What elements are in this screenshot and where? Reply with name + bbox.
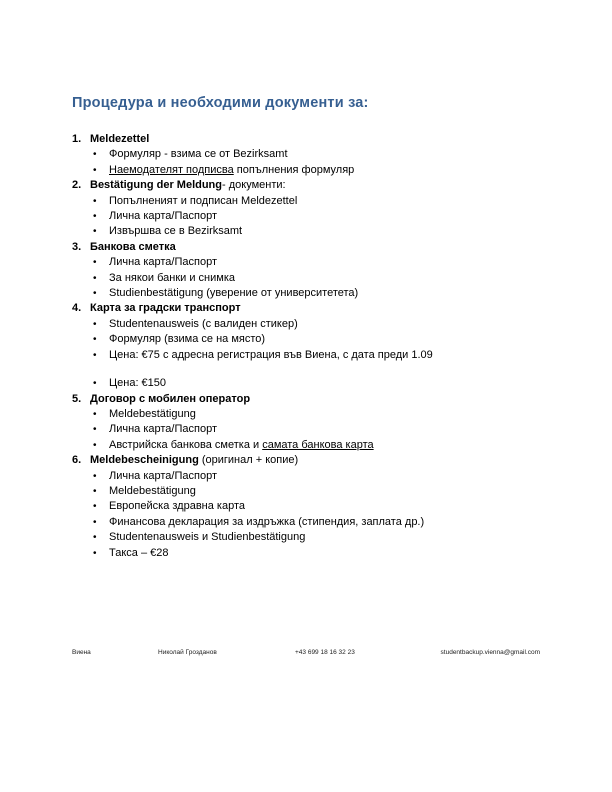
bullet-icon: • <box>93 334 97 346</box>
text-run: Такса – €28 <box>109 546 169 559</box>
bullet-text <box>109 317 542 332</box>
text-run: Цена: €75 с адресна регистрация във Виена, с дата преди 1.09 <box>109 348 433 361</box>
text-run: Попълненият и подписан Meldezettel <box>109 194 298 207</box>
bullet-item <box>72 348 542 363</box>
bullet-icon: • <box>93 318 97 330</box>
section-heading <box>72 392 542 407</box>
bullet-icon: • <box>93 164 97 176</box>
bullet-text <box>109 332 542 347</box>
footer-email: studentbackup.vienna@gmail.com <box>440 649 540 656</box>
document-title: Процедура и необходими документи за: <box>72 95 369 111</box>
bullet-text <box>109 407 542 422</box>
text-run: Договор с мобилен оператор <box>90 392 251 405</box>
bullet-text <box>109 224 542 239</box>
text-run: Финансова декларация за издръжка (стипендия, заплата др.) <box>109 515 425 528</box>
text-run: Лична карта/Паспорт <box>109 210 217 223</box>
section-number: 6. <box>72 454 82 467</box>
bullet-item <box>72 317 542 332</box>
text-run: Studentenausweis и Studienbestätigung <box>109 531 306 544</box>
footer-phone: +43 699 18 16 32 23 <box>295 649 355 656</box>
bullet-icon: • <box>93 226 97 238</box>
text-run: Studienbestätigung (уверение от университетета) <box>109 287 359 300</box>
bullet-text <box>109 376 542 391</box>
section-title <box>90 301 542 316</box>
document-list <box>72 132 542 561</box>
bullet-item <box>72 332 542 347</box>
text-run: Формуляр (взима се на място) <box>109 333 266 346</box>
text-run: Лична карта/Паспорт <box>109 469 217 482</box>
bullet-icon: • <box>93 378 97 390</box>
bullet-text <box>109 163 542 178</box>
bullet-item <box>72 209 542 224</box>
text-run: Европейска здравна карта <box>109 500 245 513</box>
bullet-item <box>72 407 542 422</box>
bullet-text <box>109 194 542 209</box>
bullet-item <box>72 422 542 437</box>
bullet-icon: • <box>93 349 97 361</box>
bullet-icon: • <box>93 516 97 528</box>
bullet-text <box>109 530 542 545</box>
bullet-item <box>72 147 542 162</box>
text-run: Meldezettel <box>90 133 150 145</box>
text-run: Лична карта/Паспорт <box>109 423 217 436</box>
footer-author: Николай Грозданов <box>158 649 217 656</box>
section-heading <box>72 240 542 255</box>
section-heading <box>72 453 542 468</box>
text-run: Банкова сметка <box>90 240 176 253</box>
bullet-item <box>72 376 542 391</box>
text-run: Лична карта/Паспорт <box>109 256 217 269</box>
bullet-item <box>72 484 542 499</box>
text-run: Карта за градски транспорт <box>90 302 241 315</box>
bullet-item <box>72 224 542 239</box>
section-number: 4. <box>72 302 82 315</box>
text-run: - документи: <box>222 179 286 192</box>
text-run: Meldebescheinigung <box>90 454 199 467</box>
section-title <box>90 240 542 255</box>
section-heading <box>72 301 542 316</box>
bullet-item <box>72 469 542 484</box>
text-run: самата банкова карта <box>262 438 374 451</box>
text-run: Meldebestätigung <box>109 484 196 497</box>
bullet-item <box>72 530 542 545</box>
bullet-icon: • <box>93 195 97 207</box>
bullet-icon: • <box>93 439 97 451</box>
text-run: Meldebestätigung <box>109 407 196 420</box>
bullet-text <box>109 422 542 437</box>
bullet-item <box>72 546 542 561</box>
bullet-text <box>109 209 542 224</box>
bullet-icon: • <box>93 211 97 223</box>
text-run: Studentenausweis (с валиден стикер) <box>109 317 298 330</box>
section-heading <box>72 178 542 193</box>
bullet-icon: • <box>93 532 97 544</box>
bullet-text <box>109 484 542 499</box>
bullet-icon: • <box>93 272 97 284</box>
bullet-item <box>72 163 542 178</box>
bullet-icon: • <box>93 547 97 559</box>
bullet-icon: • <box>93 501 97 513</box>
section-title <box>90 178 542 193</box>
bullet-item <box>72 515 542 530</box>
bullet-item <box>72 194 542 209</box>
bullet-text <box>109 499 542 514</box>
bullet-icon: • <box>93 424 97 436</box>
bullet-text <box>109 546 542 561</box>
section-title <box>90 392 542 407</box>
text-run: Формуляр - взима се от Bezirksamt <box>109 148 288 161</box>
bullet-icon: • <box>93 485 97 497</box>
bullet-icon: • <box>93 149 97 161</box>
text-run: Наемодателят подписва <box>109 163 234 176</box>
text-run: Извършва се в Bezirksamt <box>109 225 243 238</box>
text-run: Австрийска банкова сметка и <box>109 438 263 451</box>
bullet-text <box>109 255 542 270</box>
page-footer <box>72 649 540 659</box>
text-run: За някои банки и снимка <box>109 271 236 284</box>
text-run: попълнения формуляр <box>233 163 355 176</box>
text-run: (оригинал + копие) <box>198 454 299 467</box>
bullet-text <box>109 147 542 162</box>
section-number: 1. <box>72 133 82 145</box>
bullet-text <box>109 515 542 530</box>
bullet-item <box>72 438 542 453</box>
text-run: Bestätigung der Meldung <box>90 179 222 192</box>
bullet-text <box>109 438 542 453</box>
bullet-icon: • <box>93 470 97 482</box>
bullet-item <box>72 255 542 270</box>
section-number: 5. <box>72 392 82 405</box>
section-title <box>90 453 542 468</box>
section-heading <box>72 132 542 147</box>
footer-location: Виена <box>72 649 91 656</box>
bullet-text <box>109 469 542 484</box>
bullet-icon: • <box>93 288 97 300</box>
text-run: Цена: €150 <box>109 377 167 390</box>
bullet-text <box>109 348 542 363</box>
section-title <box>90 132 542 147</box>
bullet-text <box>109 271 542 286</box>
section-number: 2. <box>72 179 82 192</box>
bullet-icon: • <box>93 257 97 269</box>
bullet-item <box>72 286 542 301</box>
bullet-text <box>109 286 542 301</box>
section-number: 3. <box>72 240 82 253</box>
bullet-item <box>72 499 542 514</box>
bullet-item <box>72 271 542 286</box>
bullet-icon: • <box>93 408 97 420</box>
